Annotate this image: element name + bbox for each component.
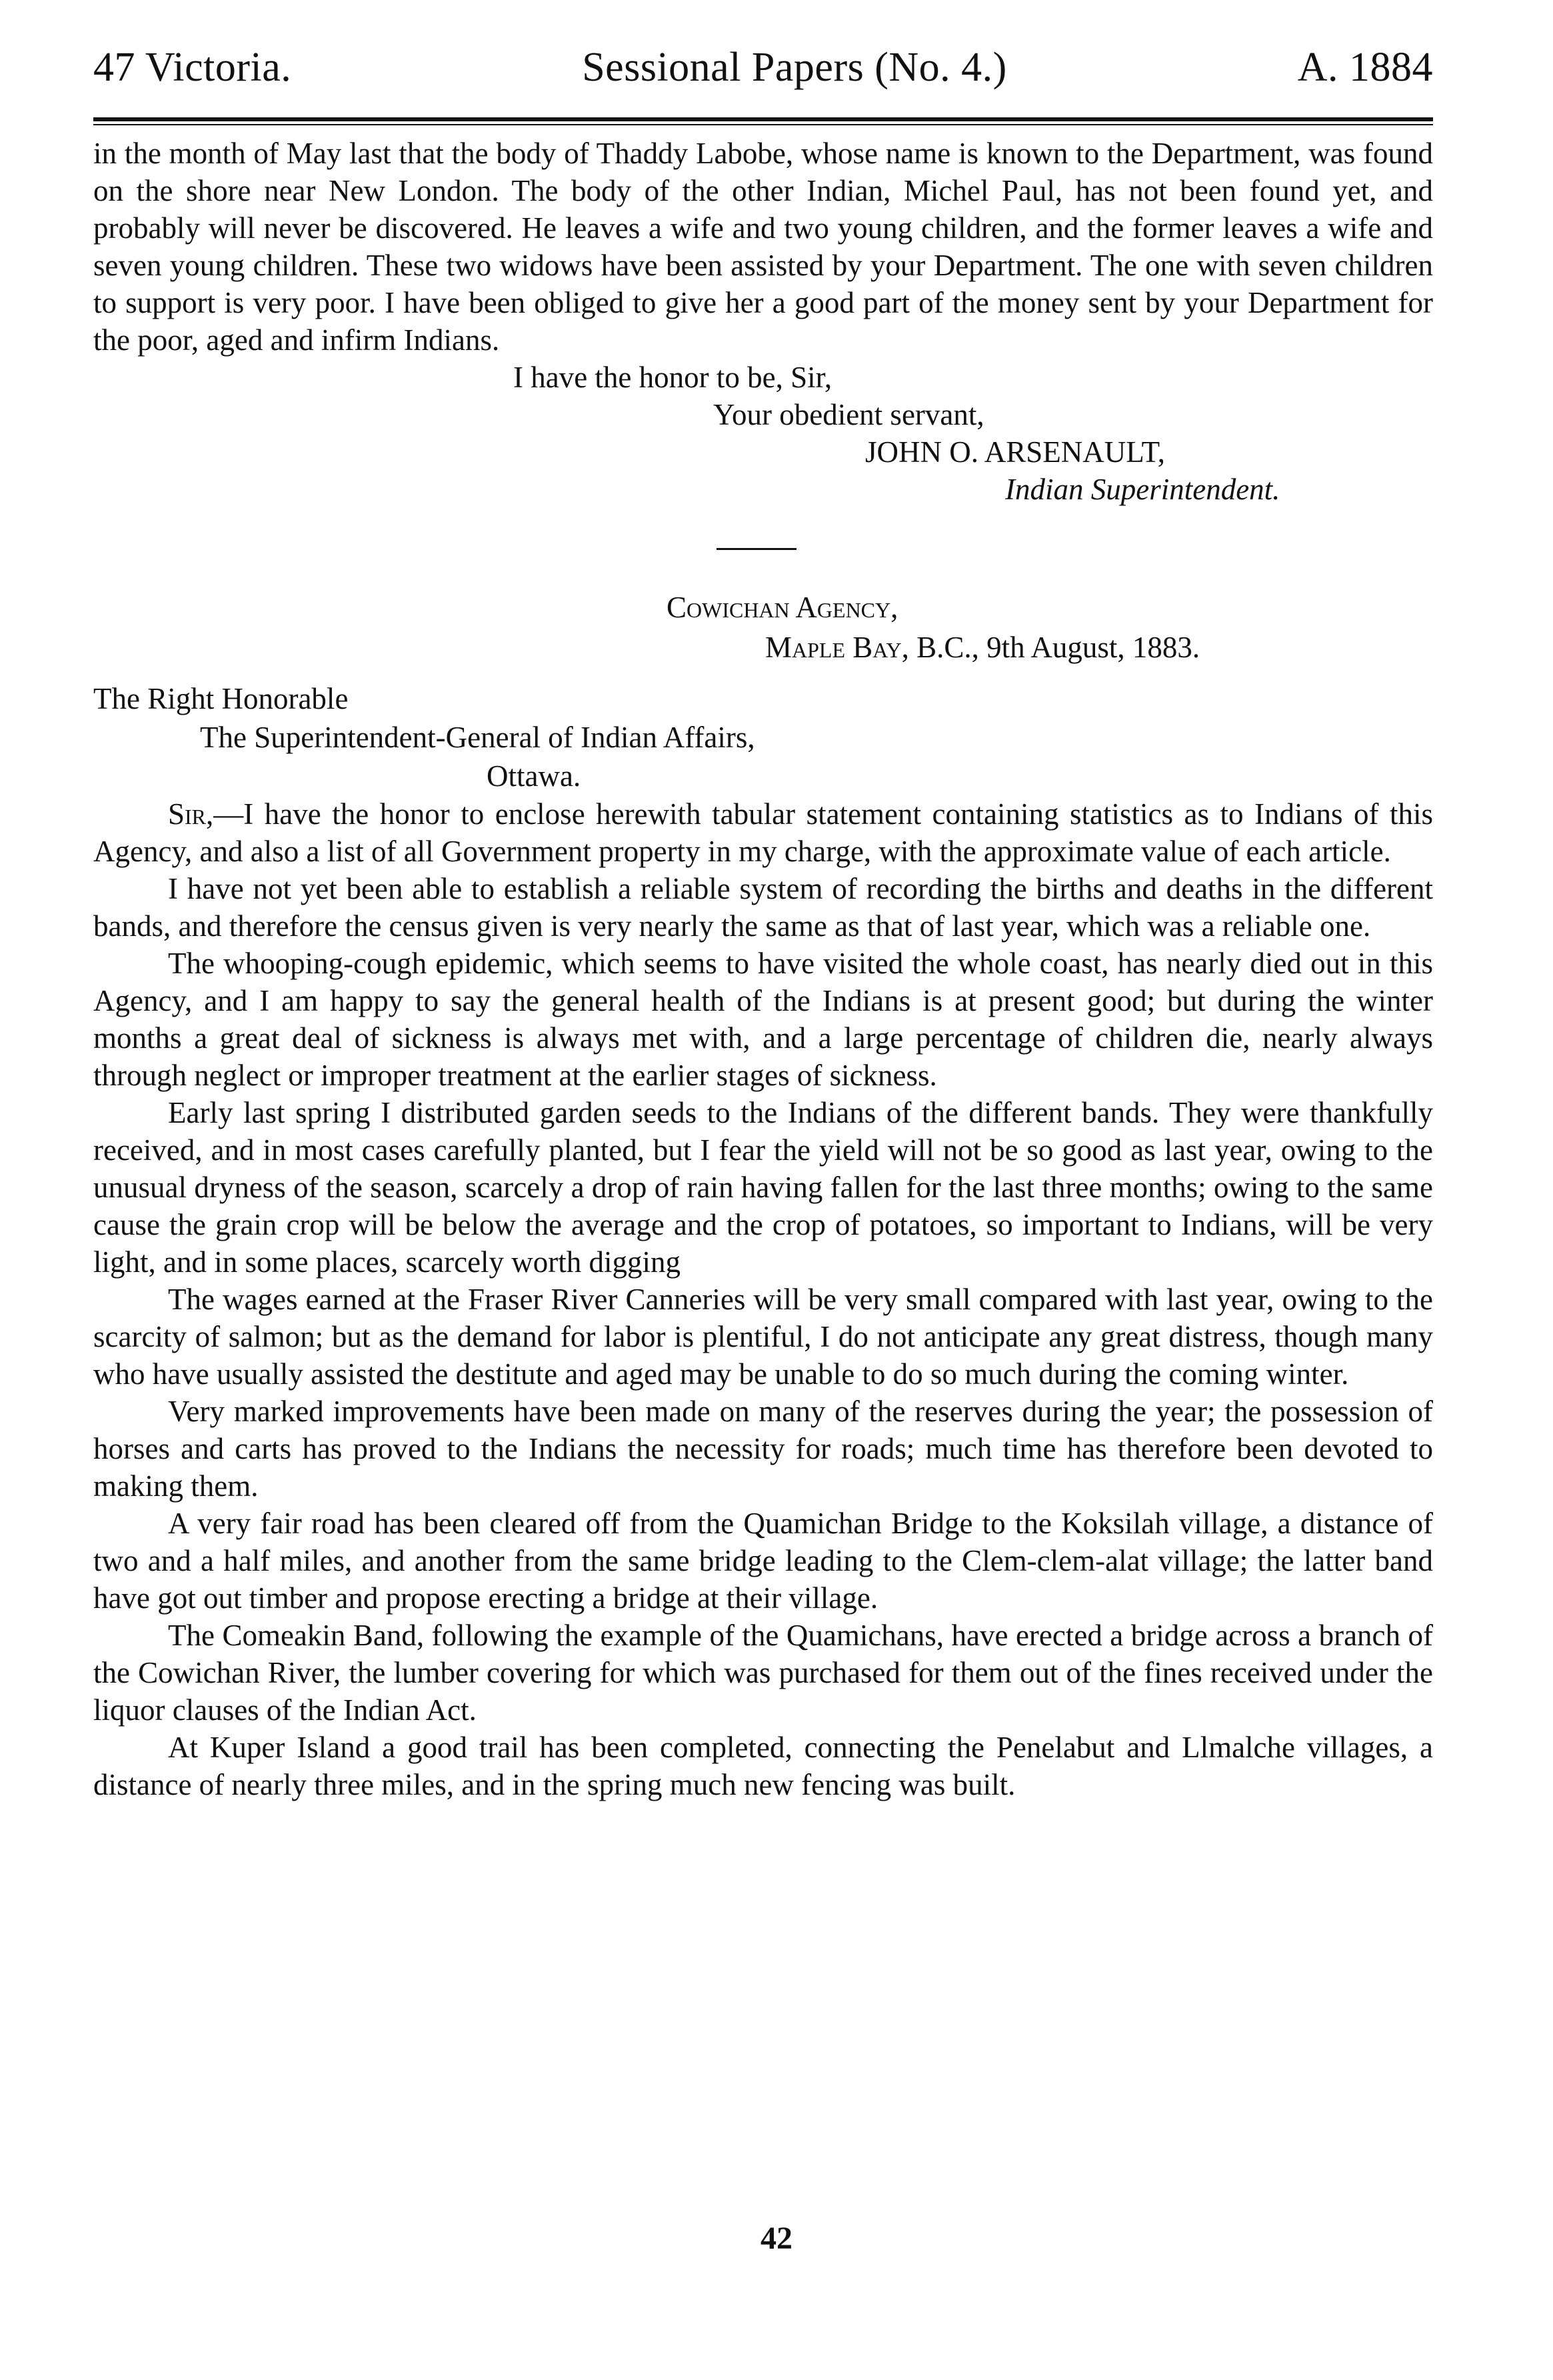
signoff-line: Your obedient servant, [713, 398, 984, 431]
letter-date: , B.C., 9th August, 1883. [901, 631, 1200, 664]
paragraph: The whooping-cough epidemic, which seems to have visited the whole coast, has nearly died out in this Agency, and I am happy to say the general health of the Indians is at present good; but during the winter months a great deal of sickness is always met with, and a large percentage of children die, nearly always through neglect or improper treatment at the earlier stages of sickness. [93, 947, 1433, 1092]
header-volume: 47 Victoria. [93, 45, 292, 90]
address-line-1: The Right Honorable [93, 682, 349, 715]
header-title: Sessional Papers (No. 4.) [582, 45, 1007, 90]
paragraph: Very marked improvements have been made on many of the reserves during the year; the possession of horses and carts has proved to the Indians the necessity for roads; much time has therefore been devoted to making them. [93, 1395, 1433, 1503]
header-year: A. 1884 [1297, 45, 1433, 90]
letter-dateline [93, 587, 1433, 667]
closing-line: I have the honor to be, Sir, [513, 361, 832, 394]
paragraph: The wages earned at the Fraser River Canneries will be very small compared with last year, owing to the scarcity of salmon; but as the demand for labor is plentiful, I do not anticipate any great distress, though many who have usually assisted the destitute and aged may be unable to do so much during the coming winter. [93, 1283, 1433, 1391]
paragraph: I have not yet been able to establish a reliable system of recording the births and deaths in the different bands, and therefore the census given is very nearly the same as that of last year, which was a reliable one. [93, 872, 1433, 943]
signature-title: Indian Superintendent. [1005, 473, 1280, 506]
paragraph-text: —I have the honor to enclose herewith tabular statement containing statistics as to Indians of this Agency, and also a list of all Government property in my charge, with the approximate value of each article. [93, 797, 1433, 868]
document-page [93, 47, 1433, 1803]
salutation: Sir, [168, 797, 214, 831]
section-divider [717, 548, 796, 550]
signature-name: JOHN O. ARSENAULT, [865, 435, 1166, 469]
page-number: 42 [761, 2221, 792, 2256]
agency-name: Cowichan Agency, [667, 591, 898, 624]
paragraph: A very fair road has been cleared off from the Quamichan Bridge to the Koksilah village, a distance of two and a half miles, and another from the same bridge leading to the Clem-clem-alat village; the latter band have got out timber and propose erecting a bridge at their village. [93, 1507, 1433, 1615]
paragraph: At Kuper Island a good trail has been completed, connecting the Penelabut and Llmalche villages, a distance of nearly three miles, and in the spring much new fencing was built. [93, 1731, 1433, 1801]
letter-closing [93, 359, 1433, 508]
header-double-rule [93, 117, 1433, 135]
header-rule-thin [93, 124, 1433, 125]
recipient-address [93, 679, 1433, 795]
place-name: Maple Bay [765, 631, 902, 664]
paragraph [93, 795, 1433, 870]
paragraph: The Comeakin Band, following the example of the Quamichans, have erected a bridge across a branch of the Cowichan River, the lumber covering for which was purchased for them out of the fines received under the liquor clauses of the Indian Act. [93, 1619, 1433, 1727]
running-header [93, 47, 1433, 88]
header-rule-thick [93, 117, 1433, 121]
place-date-line [93, 627, 1433, 667]
paragraph: Early last spring I distributed garden seeds to the Indians of the different bands. They were thankfully received, and in most cases carefully planted, but I fear the yield will not be so good as last year, owing to the unusual dryness of the season, scarcely a drop of rain having fallen for the last three months; owing to the same cause the grain crop will be below the average and the crop of potatoes, so important to Indians, will be very light, and in some places, scarcely worth digging [93, 1096, 1433, 1279]
address-line-3: Ottawa. [487, 759, 581, 793]
address-line-2: The Superintendent-General of Indian Affairs, [200, 721, 755, 754]
letter-continuation [93, 135, 1433, 359]
continuation-paragraph: in the month of May last that the body of Thaddy Labobe, whose name is known to the Department, was found on the shore near New London. The body of the other Indian, Michel Paul, has not been found yet, and probably will never be discovered. He leaves a wife and two young children, and the former leaves a wife and seven young children. These two widows have been assisted by your Department. The one with seven children to support is very poor. I have been obliged to give her a good part of the money sent by your Department for the poor, aged and infirm Indians. [93, 137, 1433, 357]
letter-body [93, 795, 1433, 1803]
